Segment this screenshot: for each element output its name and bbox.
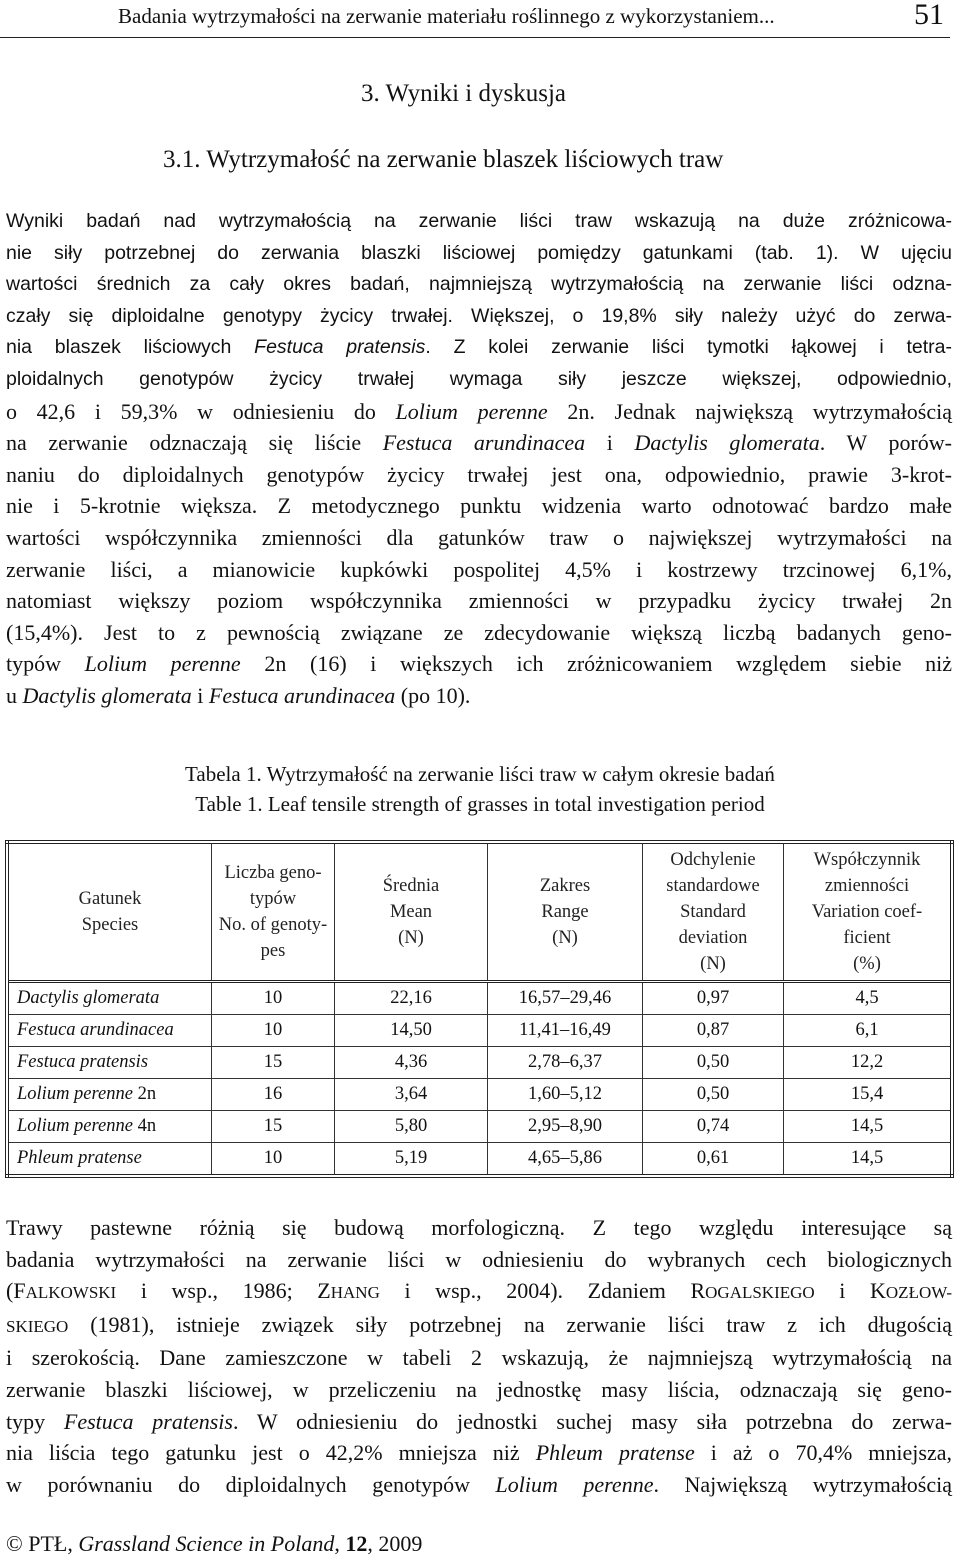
cell-sd: 0,61 xyxy=(643,1143,784,1177)
cell-sd: 0,50 xyxy=(643,1079,784,1111)
cell-cv: 15,4 xyxy=(784,1079,953,1111)
text-line: zerwanie liści, a mianowicie kupkówki pospolitej 4,5% i kostrzewy trzcinowej 6,1%, xyxy=(6,556,952,582)
table-row xyxy=(7,1015,952,1047)
text-line: SKIEGO (1981), istnieje związek siły potrzebnej na zerwanie liści traw z ich długością xyxy=(6,1311,952,1337)
cell-species: Festuca arundinacea xyxy=(7,1015,212,1047)
cell-cv: 6,1 xyxy=(784,1015,953,1047)
table-caption-polish: Tabela 1. Wytrzymałość na zerwanie liści traw w całym okresie badań xyxy=(185,762,775,786)
cell-mean: 3,64 xyxy=(335,1079,488,1111)
text-line: w porównaniu do diploidalnych genotypów Lolium perenne. Największą wytrzymałością xyxy=(6,1471,952,1497)
text-line: (FALKOWSKI i wsp., 1986; ZHANG i wsp., 2004). Zdaniem ROGALSKIEGO i KOZŁOW- xyxy=(6,1278,952,1304)
cell-cv: 12,2 xyxy=(784,1047,953,1079)
text-line: na zerwanie odznaczają się liście Festuca arundinacea i Dactylis glomerata. W porów- xyxy=(6,430,952,456)
text-line: typów Lolium perenne 2n (16) i większych ich zróżnicowaniem względem siebie niż xyxy=(6,651,953,677)
table-row xyxy=(7,982,952,1015)
header-sd: Odchylenie standardowe Standard deviation (N) xyxy=(643,842,784,982)
cell-range: 2,95–8,90 xyxy=(488,1111,643,1143)
header-species: Gatunek Species xyxy=(7,842,212,982)
cell-mean: 5,80 xyxy=(335,1111,488,1143)
cell-range: 4,65–5,86 xyxy=(488,1143,643,1177)
cell-mean: 5,19 xyxy=(335,1143,488,1177)
cell-species: Festuca pratensis xyxy=(7,1047,212,1079)
table-row xyxy=(7,1111,952,1143)
text-line: Wyniki badań nad wytrzymałością na zerwanie liści traw wskazują na duże zróżnicowa- xyxy=(6,210,952,232)
text-line: typy Festuca pratensis. W odniesieniu do jednostki suchej masy siła potrzebna do zerwa- xyxy=(6,1408,952,1434)
cell-count: 10 xyxy=(212,1015,335,1047)
text-line: i szerokością. Dane zamieszczone w tabeli 2 wskazują, że najmniejszą wytrzymałością na xyxy=(6,1345,952,1371)
text-line: nia blaszek liściowych Festuca pratensis. Z kolei zerwanie liści tymotki łąkowej i tetra- xyxy=(6,336,952,359)
cell-sd: 0,50 xyxy=(643,1047,784,1079)
cell-species: Lolium perenne 2n xyxy=(7,1079,212,1111)
header-cv: Współczynnik zmienności Variation coef- ficient (%) xyxy=(784,842,953,982)
table-caption-english: Table 1. Leaf tensile strength of grasses in total investigation period xyxy=(195,792,765,816)
text-line: czały się diploidalne genotypy życicy trwałej. Większej, o 19,8% siły należy użyć do zerwa- xyxy=(6,304,952,327)
cell-count: 15 xyxy=(212,1047,335,1079)
page-number: 51 xyxy=(914,0,944,31)
cell-range: 11,41–16,49 xyxy=(488,1015,643,1047)
cell-sd: 0,74 xyxy=(643,1111,784,1143)
cell-species: Phleum pratense xyxy=(7,1143,212,1177)
text-line: nie siły potrzebnej do zerwania blaszki liściowej pomiędzy gatunkami (tab. 1). W ujęciu xyxy=(6,241,952,264)
cell-species: Lolium perenne 4n xyxy=(7,1111,212,1143)
cell-range: 16,57–29,46 xyxy=(488,982,643,1015)
data-table xyxy=(5,840,954,1178)
text-line: o 42,6 i 59,3% w odniesieniu do Lolium perenne 2n. Jednak największą wytrzymałością xyxy=(6,398,952,424)
cell-mean: 4,36 xyxy=(335,1047,488,1079)
cell-range: 1,60–5,12 xyxy=(488,1079,643,1111)
running-title: Badania wytrzymałości na zerwanie materiału roślinnego z wykorzystaniem... xyxy=(118,4,775,28)
text-line: natomiast większy poziom współczynnika zmienności w przypadku życicy trwałej 2n xyxy=(6,588,952,614)
text-line: ploidalnych genotypów życicy trwałej wymaga siły jeszcze większej, odpowiednio, xyxy=(6,367,952,390)
text-line: wartości współczynnika zmienności dla gatunków traw o największej wytrzymałości na xyxy=(6,524,952,550)
text-line: (15,4%). Jest to z pewnością związane ze zdecydowanie większą liczbą badanych geno- xyxy=(6,619,952,645)
cell-range: 2,78–6,37 xyxy=(488,1047,643,1079)
text-line: badania wytrzymałości na zerwanie liści w odniesieniu do wybranych cech biologicznych xyxy=(6,1246,952,1272)
header-range: Zakres Range (N) xyxy=(488,842,643,982)
paragraph-results xyxy=(6,206,952,712)
cell-cv: 14,5 xyxy=(784,1111,953,1143)
cell-mean: 14,50 xyxy=(335,1015,488,1047)
cell-mean: 22,16 xyxy=(335,982,488,1015)
text-line: u Dactylis glomerata i Festuca arundinacea (po 10). xyxy=(6,682,471,708)
page-footer: © PTŁ, Grassland Science in Poland, 12, 2009 xyxy=(6,1531,423,1556)
text-line: naniu do diploidalnych genotypów życicy trwałej jest ona, odpowiednio, prawie 3-krot- xyxy=(6,461,952,487)
table-row xyxy=(7,1143,952,1177)
header-mean: Średnia Mean (N) xyxy=(335,842,488,982)
cell-sd: 0,97 xyxy=(643,982,784,1015)
cell-species: Dactylis glomerata xyxy=(7,982,212,1015)
table-row xyxy=(7,1047,952,1079)
paragraph-morphology xyxy=(6,1212,952,1500)
cell-count: 10 xyxy=(212,1143,335,1177)
text-line: zerwanie blaszki liściowej, w przeliczeniu na jednostkę masy liścia, odznaczają się geno- xyxy=(6,1376,952,1402)
text-line: wartości średnich za cały okres badań, najmniejszą wytrzymałością na zerwanie liści odzna- xyxy=(6,273,952,296)
cell-cv: 4,5 xyxy=(784,982,953,1015)
text-line: Trawy pastewne różnią się budową morfologiczną. Z tego względu interesujące są xyxy=(6,1215,952,1240)
subsection-heading: 3.1. Wytrzymałość na zerwanie blaszek liściowych traw xyxy=(163,146,724,173)
cell-sd: 0,87 xyxy=(643,1015,784,1047)
text-line: nie i 5-krotnie większa. Z metodycznego punktu widzenia warto odnotować bardzo małe xyxy=(6,493,952,519)
cell-cv: 14,5 xyxy=(784,1143,953,1177)
table-row xyxy=(7,1079,952,1111)
table-header-row xyxy=(7,842,952,982)
cell-count: 16 xyxy=(212,1079,335,1111)
cell-count: 10 xyxy=(212,982,335,1015)
cell-count: 15 xyxy=(212,1111,335,1143)
header-count: Liczba geno- typów No. of genoty- pes xyxy=(212,842,335,982)
text-line: nia liścia tego gatunku jest o 42,2% mniejsza niż Phleum pratense i aż o 70,4% mniejsza, xyxy=(6,1440,952,1466)
running-header xyxy=(0,0,950,38)
section-heading: 3. Wyniki i dyskusja xyxy=(361,80,566,107)
